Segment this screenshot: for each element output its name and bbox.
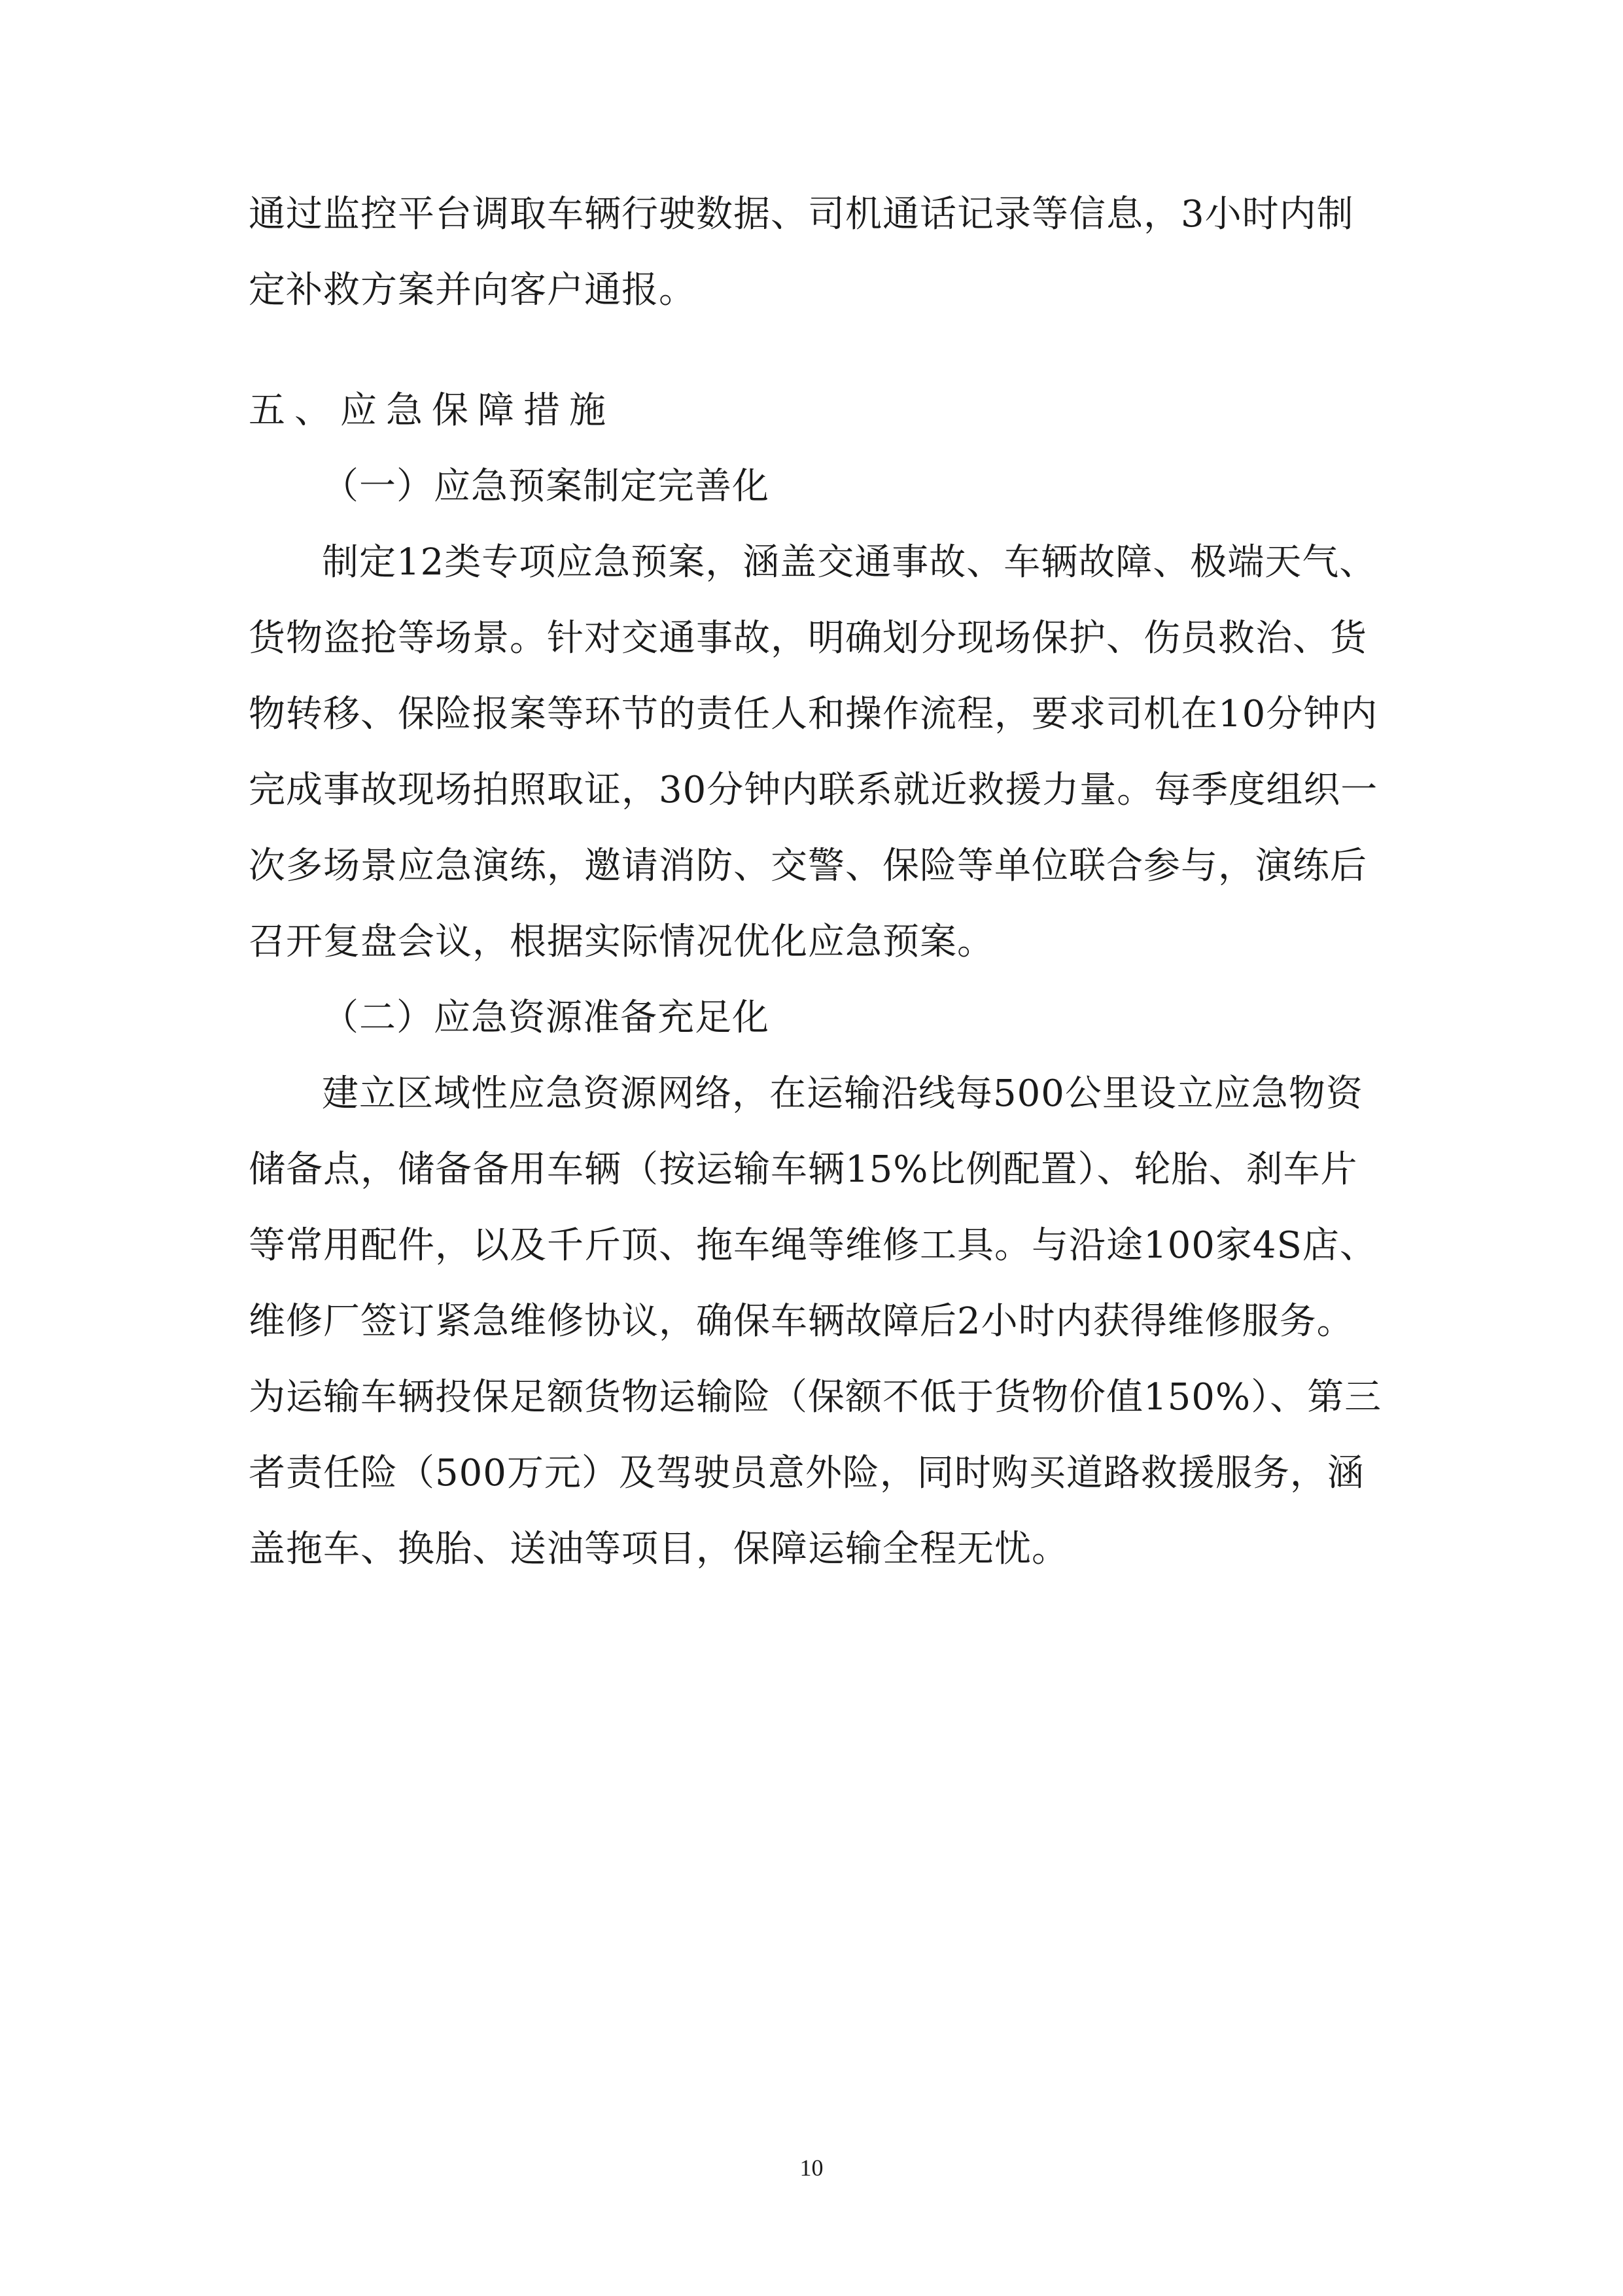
paragraph-line: 制定12类专项应急预案，涵盖交通事故、车辆故障、极端天气、 bbox=[322, 541, 1377, 584]
paragraph-line: 货物盗抢等场景。针对交通事故，明确划分现场保护、伤员救治、货 bbox=[249, 617, 1367, 660]
intro-paragraph bbox=[249, 177, 1382, 328]
paragraph-line: 通过监控平台调取车辆行驶数据、司机通话记录等信息，3小时内制 bbox=[249, 193, 1354, 236]
subsection-title: （一）应急预案制定完善化 bbox=[322, 465, 769, 508]
paragraph-line: 定补救方案并向客户通报。 bbox=[249, 269, 696, 311]
paragraph-line: 建立区域性应急资源网络，在运输沿线每500公里设立应急物资 bbox=[322, 1072, 1363, 1115]
paragraph-line: 者责任险（500万元）及驾驶员意外险，同时购买道路救援服务，涵 bbox=[249, 1452, 1365, 1494]
document-page bbox=[249, 177, 1382, 1587]
paragraph-line: 物转移、保险报案等环节的责任人和操作流程，要求司机在10分钟内 bbox=[249, 693, 1378, 735]
paragraph-line: 完成事故现场拍照取证，30分钟内联系就近救援力量。每季度组织一 bbox=[249, 769, 1378, 811]
subsection-1-paragraph bbox=[249, 525, 1382, 980]
paragraph-line: 为运输车辆投保足额货物运输险（保额不低于货物价值150%）、第三 bbox=[249, 1376, 1382, 1419]
paragraph-line: 召开复盘会议，根据实际情况优化应急预案。 bbox=[249, 921, 994, 963]
paragraph-line: 维修厂签订紧急维修协议，确保车辆故障后2小时内获得维修服务。 bbox=[249, 1300, 1354, 1343]
page-number: 10 bbox=[799, 2155, 824, 2181]
section-heading: 五、应急保障措施 bbox=[249, 389, 615, 432]
paragraph-line: 等常用配件，以及千斤顶、拖车绳等维修工具。与沿途100家4S店、 bbox=[249, 1224, 1377, 1267]
subsection-2-paragraph bbox=[249, 1056, 1382, 1587]
subsection-title: （二）应急资源准备充足化 bbox=[322, 997, 769, 1039]
paragraph-line: 盖拖车、换胎、送油等项目，保障运输全程无忧。 bbox=[249, 1528, 1069, 1570]
paragraph-line: 储备点，储备备用车辆（按运输车辆15%比例配置）、轮胎、刹车片 bbox=[249, 1148, 1358, 1191]
paragraph-line: 次多场景应急演练，邀请消防、交警、保险等单位联合参与，演练后 bbox=[249, 845, 1367, 887]
